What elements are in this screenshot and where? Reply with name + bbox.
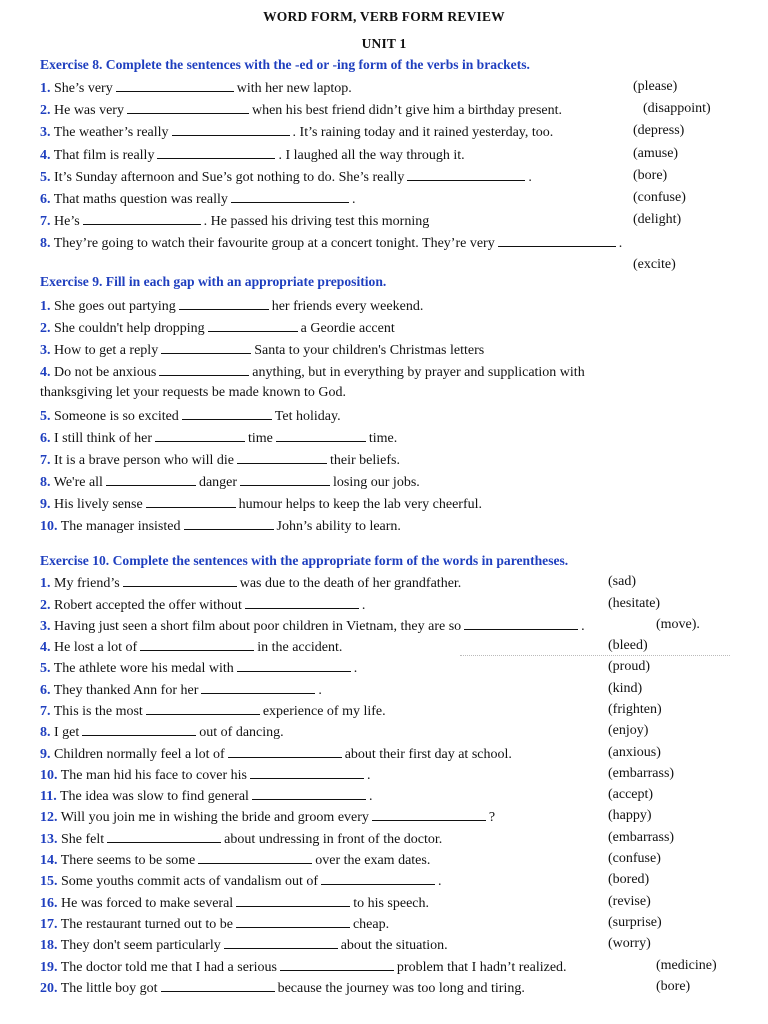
answer-blank[interactable] <box>237 450 327 464</box>
answer-blank[interactable] <box>236 914 350 928</box>
ex8-item-7: 7. He’s . He passed his driving test this morning <box>40 211 429 230</box>
answer-blank[interactable] <box>107 829 221 843</box>
answer-blank[interactable] <box>179 296 269 310</box>
ex10-item-6: 6. They thanked Ann for her . <box>40 680 322 699</box>
ex10-hint-12: (happy) <box>608 808 652 823</box>
ex10-item-2: 2. Robert accepted the offer without . <box>40 595 365 614</box>
ex8-hint-4: (amuse) <box>633 146 679 161</box>
ex10-hint-19: (medicine) <box>656 958 717 973</box>
ex10-item-10: 10. The man hid his face to cover his . <box>40 765 370 784</box>
ex9-item-8: 8. We're all danger losing our jobs. <box>40 472 420 491</box>
answer-blank[interactable] <box>464 616 578 630</box>
ex9-item-5: 5. Someone is so excited Tet holiday. <box>40 406 341 425</box>
ex10-item-16: 16. He was forced to make several to his speech. <box>40 893 429 912</box>
answer-blank[interactable] <box>245 595 359 609</box>
answer-blank[interactable] <box>123 573 237 587</box>
ex10-item-18: 18. They don't seem particularly about the situation. <box>40 935 448 954</box>
answer-blank[interactable] <box>184 516 274 530</box>
ex10-item-9: 9. Children normally feel a lot of about their first day at school. <box>40 744 512 763</box>
answer-blank[interactable] <box>407 167 525 181</box>
ex9-item-6: 6. I still think of her time time. <box>40 428 397 447</box>
ex10-item-4: 4. He lost a lot of in the accident. <box>40 637 342 656</box>
ex8-hint-5: (bore) <box>633 168 668 183</box>
answer-blank[interactable] <box>252 786 366 800</box>
ex10-hint-10: (embarrass) <box>608 766 675 781</box>
ex8-hint-1: (please) <box>633 79 678 94</box>
ex8-item-5: 5. It’s Sunday afternoon and Sue’s got nothing to do. She’s really . <box>40 167 532 186</box>
ex10-item-17: 17. The restaurant turned out to be cheap. <box>40 914 389 933</box>
answer-blank[interactable] <box>276 428 366 442</box>
answer-blank[interactable] <box>172 122 290 136</box>
answer-blank[interactable] <box>146 701 260 715</box>
ex9-item-7: 7. It is a brave person who will die their beliefs. <box>40 450 400 469</box>
ex10-item-19: 19. The doctor told me that I had a serious problem that I hadn’t realized. <box>40 957 567 976</box>
answer-blank[interactable] <box>157 145 275 159</box>
answer-blank[interactable] <box>208 318 298 332</box>
ex10-hint-17: (surprise) <box>608 915 662 930</box>
answer-blank[interactable] <box>231 189 349 203</box>
ex10-item-5: 5. The athlete wore his medal with . <box>40 658 357 677</box>
divider-line <box>460 655 730 656</box>
ex10-item-12: 12. Will you join me in wishing the bride and groom every ? <box>40 807 495 826</box>
ex10-hint-11: (accept) <box>608 787 654 802</box>
ex10-hint-4: (bleed) <box>608 638 648 653</box>
ex8-item-3: 3. The weather’s really . It’s raining today and it rained yesterday, too. <box>40 122 553 141</box>
ex9-item-9: 9. His lively sense humour helps to keep the lab very cheerful. <box>40 494 482 513</box>
ex8-hint-8: (excite) <box>633 257 676 272</box>
ex10-hint-13: (embarrass) <box>608 830 675 845</box>
ex10-hint-5: (proud) <box>608 659 650 674</box>
ex10-hint-18: (worry) <box>608 936 651 951</box>
answer-blank[interactable] <box>161 340 251 354</box>
answer-blank[interactable] <box>146 494 236 508</box>
answer-blank[interactable] <box>106 472 196 486</box>
ex8-item-2: 2. He was very when his best friend didn’t give him a birthday present. <box>40 100 562 119</box>
answer-blank[interactable] <box>250 765 364 779</box>
ex10-hint-8: (enjoy) <box>608 723 649 738</box>
ex9-item-3: 3. How to get a reply Santa to your children's Christmas letters <box>40 340 484 359</box>
exercise-10-heading: Exercise 10. Complete the sentences with the appropriate form of the words in parentheses. <box>40 553 569 568</box>
answer-blank[interactable] <box>155 428 245 442</box>
ex10-item-15: 15. Some youths commit acts of vandalism out of . <box>40 871 442 890</box>
ex8-hint-7: (delight) <box>633 212 682 227</box>
ex10-item-20: 20. The little boy got because the journey was too long and tiring. <box>40 978 525 997</box>
answer-blank[interactable] <box>228 744 342 758</box>
ex10-item-13: 13. She felt about undressing in front of the doctor. <box>40 829 442 848</box>
answer-blank[interactable] <box>159 362 249 376</box>
ex10-hint-14: (confuse) <box>608 851 661 866</box>
answer-blank[interactable] <box>116 78 234 92</box>
document-title: WORD FORM, VERB FORM REVIEW <box>263 9 505 24</box>
answer-blank[interactable] <box>240 472 330 486</box>
answer-blank[interactable] <box>224 935 338 949</box>
ex10-hint-2: (hesitate) <box>608 596 661 611</box>
answer-blank[interactable] <box>82 722 196 736</box>
ex10-hint-3: (move). <box>656 617 700 632</box>
answer-blank[interactable] <box>237 658 351 672</box>
answer-blank[interactable] <box>161 978 275 992</box>
ex10-item-8: 8. I get out of dancing. <box>40 722 284 741</box>
ex10-hint-7: (frighten) <box>608 702 662 717</box>
ex8-hint-6: (confuse) <box>633 190 686 205</box>
ex8-item-8: 8. They’re going to watch their favourite group at a concert tonight. They’re very . <box>40 233 622 252</box>
ex10-hint-15: (bored) <box>608 872 650 887</box>
ex9-item-4-continued: thanksgiving let your requests be made known to God. <box>40 385 347 400</box>
ex10-hint-6: (kind) <box>608 681 643 696</box>
ex8-item-6: 6. That maths question was really . <box>40 189 355 208</box>
ex8-hint-2: (disappoint) <box>643 101 711 116</box>
ex10-item-7: 7. This is the most experience of my life. <box>40 701 386 720</box>
ex10-hint-20: (bore) <box>656 979 691 994</box>
ex9-item-1: 1. She goes out partying her friends every weekend. <box>40 296 423 315</box>
ex8-item-1: 1. She’s very with her new laptop. <box>40 78 352 97</box>
answer-blank[interactable] <box>83 211 201 225</box>
ex9-item-10: 10. The manager insisted John’s ability to learn. <box>40 516 401 535</box>
ex10-hint-9: (anxious) <box>608 745 661 760</box>
exercise-9-heading: Exercise 9. Fill in each gap with an appropriate preposition. <box>40 274 387 289</box>
ex8-item-4: 4. That film is really . I laughed all the way through it. <box>40 145 465 164</box>
answer-blank[interactable] <box>372 807 486 821</box>
ex10-item-11: 11. The idea was slow to find general . <box>40 786 372 805</box>
answer-blank[interactable] <box>140 637 254 651</box>
ex10-item-14: 14. There seems to be some over the exam dates. <box>40 850 430 869</box>
answer-blank[interactable] <box>127 100 249 114</box>
answer-blank[interactable] <box>280 957 394 971</box>
ex10-item-1: 1. My friend’s was due to the death of her grandfather. <box>40 573 461 592</box>
answer-blank[interactable] <box>236 893 350 907</box>
answer-blank[interactable] <box>198 850 312 864</box>
ex9-item-4: 4. Do not be anxious anything, but in everything by prayer and supplication with <box>40 362 585 381</box>
ex10-hint-16: (revise) <box>608 894 651 909</box>
answer-blank[interactable] <box>321 871 435 885</box>
exercise-8-heading: Exercise 8. Complete the sentences with the -ed or -ing form of the verbs in brackets. <box>40 57 530 72</box>
answer-blank[interactable] <box>498 233 616 247</box>
ex9-item-2: 2. She couldn't help dropping a Geordie accent <box>40 318 395 337</box>
ex8-hint-3: (depress) <box>633 123 685 138</box>
answer-blank[interactable] <box>182 406 272 420</box>
answer-blank[interactable] <box>201 680 315 694</box>
unit-label: UNIT 1 <box>361 36 407 51</box>
ex10-hint-1: (sad) <box>608 574 636 589</box>
ex10-item-3: 3. Having just seen a short film about poor children in Vietnam, they are so . <box>40 616 585 635</box>
